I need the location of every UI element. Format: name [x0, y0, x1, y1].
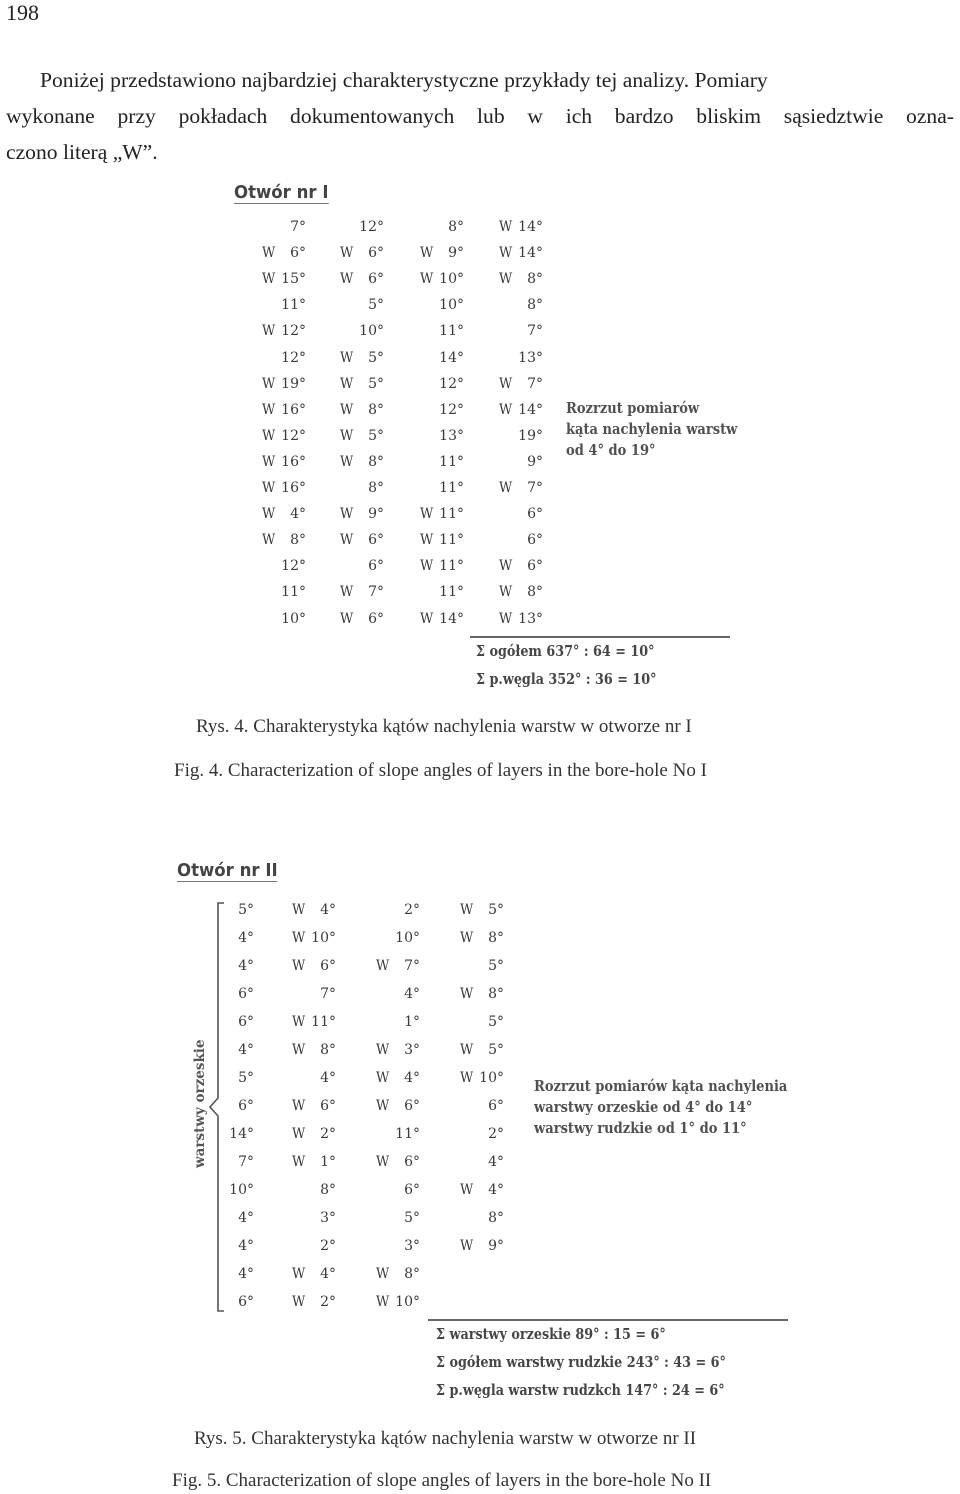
angle-value: 8° — [368, 401, 384, 418]
angle-value: 5° — [488, 902, 504, 918]
angle-value: 5° — [238, 902, 254, 918]
angle-value: 10° — [395, 1294, 420, 1310]
angle-value: 8° — [368, 453, 384, 470]
angle-value: 12° — [359, 219, 384, 235]
angle-value: 8° — [320, 1042, 336, 1058]
angle-value: 5° — [488, 1042, 504, 1058]
note-line: warstwy rudzkie od 1° do 11° — [534, 1120, 747, 1137]
angle-value: 9° — [368, 506, 384, 523]
layer-marker-w: W — [460, 930, 474, 946]
layer-marker-w: W — [420, 558, 434, 575]
figure-1-title: Otwór nr I — [234, 182, 329, 203]
angle-value: 11° — [439, 453, 464, 470]
angle-value: 8° — [527, 584, 543, 601]
angle-value: 6° — [290, 245, 306, 262]
sum-line: Σ ogółem warstwy rudzkie 243° : 43 = 6° — [436, 1354, 726, 1371]
angle-value: 4° — [488, 1154, 504, 1170]
angle-value: 8° — [404, 1266, 420, 1282]
layer-marker-w: W — [292, 1126, 306, 1142]
angle-value: 4° — [320, 1070, 336, 1086]
angle-value: 11° — [439, 506, 464, 523]
layer-marker-w: W — [292, 930, 306, 946]
layer-marker-w: W — [460, 1042, 474, 1058]
layer-marker-w: W — [499, 584, 513, 601]
angle-value: 8° — [320, 1182, 336, 1198]
angle-value: 6° — [368, 532, 384, 549]
angle-value: 4° — [238, 1266, 254, 1282]
angle-value: 6° — [404, 1098, 420, 1114]
angle-value: 6° — [238, 1294, 254, 1310]
layer-marker-w: W — [376, 1098, 390, 1114]
layer-marker-w: W — [262, 532, 276, 549]
angle-value: 4° — [238, 1238, 254, 1254]
angle-value: 6° — [527, 506, 543, 523]
angle-value: 2° — [404, 902, 420, 918]
angle-value: 6° — [238, 1014, 254, 1030]
angle-value: 12° — [281, 323, 306, 340]
note-line: warstwy orzeskie od 4° do 14° — [534, 1099, 753, 1116]
layer-marker-w: W — [292, 1266, 306, 1282]
angle-value: 6° — [404, 1182, 420, 1198]
angle-value: 4° — [488, 1182, 504, 1198]
angle-value: 10° — [395, 930, 420, 946]
angle-value: 19° — [281, 375, 306, 392]
layer-marker-w: W — [292, 1294, 306, 1310]
layer-marker-w: W — [420, 245, 434, 262]
layer-marker-w: W — [340, 245, 354, 262]
angle-value: 7° — [527, 375, 543, 392]
layer-marker-w: W — [499, 401, 513, 418]
angle-value: 3° — [320, 1210, 336, 1226]
angle-value: 6° — [320, 1098, 336, 1114]
layer-marker-w: W — [340, 375, 354, 392]
layer-marker-w: W — [340, 506, 354, 523]
layer-marker-w: W — [499, 219, 513, 235]
angle-value: 14° — [518, 401, 543, 418]
angle-value: 8° — [488, 930, 504, 946]
angle-value: 10° — [439, 297, 464, 314]
angle-value: 11° — [281, 297, 306, 314]
angle-value: 4° — [238, 1042, 254, 1058]
angle-value: 1° — [320, 1154, 336, 1170]
layer-marker-w: W — [460, 1182, 474, 1198]
layer-marker-w: W — [292, 958, 306, 974]
layer-marker-w: W — [460, 902, 474, 918]
layer-marker-w: W — [376, 1042, 390, 1058]
layer-marker-w: W — [460, 1238, 474, 1254]
angle-value: 10° — [311, 930, 336, 946]
layer-marker-w: W — [292, 902, 306, 918]
layer-marker-w: W — [376, 958, 390, 974]
angle-value: 2° — [320, 1294, 336, 1310]
angle-value: 8° — [488, 986, 504, 1002]
note-line: kąta nachylenia warstw — [566, 421, 738, 438]
angle-value: 8° — [527, 271, 543, 288]
angle-value: 8° — [368, 480, 384, 496]
sum-line: Σ ogółem 637° : 64 = 10° — [476, 643, 655, 660]
layer-marker-w: W — [499, 610, 513, 627]
layer-marker-w: W — [340, 584, 354, 601]
angle-value: 15° — [281, 271, 306, 288]
layer-marker-w: W — [420, 271, 434, 288]
figure-2-title: Otwór nr II — [177, 860, 278, 881]
sum-line: Σ warstwy orzeskie 89° : 15 = 6° — [436, 1326, 666, 1343]
angle-value: 3° — [404, 1238, 420, 1254]
angle-value: 6° — [368, 245, 384, 262]
layer-marker-w: W — [499, 480, 513, 496]
sum-line: Σ p.węgla 352° : 36 = 10° — [476, 671, 657, 688]
layer-marker-w: W — [420, 532, 434, 549]
angle-value: 5° — [238, 1070, 254, 1086]
figure-2-note — [534, 1076, 787, 1139]
page-number: 198 — [6, 0, 39, 25]
angle-value: 7° — [527, 480, 543, 496]
angle-value: 4° — [238, 930, 254, 946]
layer-marker-w: W — [340, 610, 354, 627]
angle-value: 6° — [368, 610, 384, 627]
layer-marker-w: W — [340, 349, 354, 366]
angle-value: 8° — [527, 297, 543, 314]
angle-value: 8° — [488, 1210, 504, 1226]
angle-value: 13° — [518, 610, 543, 627]
angle-value: 6° — [488, 1098, 504, 1114]
layer-marker-w: W — [292, 1014, 306, 1030]
figure-2-sums — [436, 1321, 726, 1405]
angle-value: 7° — [290, 219, 306, 235]
layer-marker-w: W — [340, 271, 354, 288]
angle-value: 10° — [479, 1070, 504, 1086]
angle-value: 10° — [439, 271, 464, 288]
figure-2-side-label: warstwy orzeskie — [192, 1039, 208, 1168]
intro-line: Poniżej przedstawiono najbardziej charakterystyczne przykłady tej analizy. Pomiary — [40, 68, 768, 92]
angle-value: 1° — [404, 1014, 420, 1030]
note-line: od 4° do 19° — [566, 442, 656, 459]
layer-marker-w: W — [292, 1154, 306, 1170]
angle-value: 11° — [439, 584, 464, 601]
layer-marker-w: W — [262, 506, 276, 523]
layer-marker-w: W — [262, 271, 276, 288]
layer-marker-w: W — [499, 271, 513, 288]
angle-value: 11° — [439, 558, 464, 575]
angle-value: 11° — [439, 480, 464, 496]
angle-value: 6° — [527, 558, 543, 575]
angle-value: 4° — [238, 1210, 254, 1226]
angle-value: 7° — [527, 323, 543, 340]
layer-marker-w: W — [340, 427, 354, 444]
layer-marker-w: W — [340, 401, 354, 418]
angle-value: 4° — [404, 986, 420, 1002]
angle-value: 6° — [238, 1098, 254, 1114]
angle-value: 19° — [518, 427, 543, 444]
layer-marker-w: W — [460, 1070, 474, 1086]
angle-value: 14° — [518, 245, 543, 262]
angle-value: 4° — [320, 902, 336, 918]
layer-marker-w: W — [499, 375, 513, 392]
angle-value: 16° — [281, 480, 306, 496]
angle-value: 7° — [238, 1154, 254, 1170]
layer-marker-w: W — [460, 986, 474, 1002]
angle-value: 5° — [368, 349, 384, 366]
angle-value: 16° — [281, 401, 306, 418]
angle-value: 5° — [488, 958, 504, 974]
angle-value: 6° — [368, 558, 384, 575]
angle-value: 3° — [404, 1042, 420, 1058]
figure-2-caption-en: Fig. 5. Characterization of slope angles of layers in the bore-hole No II — [172, 1470, 712, 1491]
layer-marker-w: W — [262, 401, 276, 418]
angle-value: 5° — [368, 297, 384, 314]
angle-value: 12° — [439, 401, 464, 418]
layer-marker-w: W — [340, 453, 354, 470]
layer-marker-w: W — [292, 1042, 306, 1058]
angle-value: 10° — [229, 1182, 254, 1198]
angle-value: 12° — [281, 349, 306, 366]
figure-2-caption-pl: Rys. 5. Charakterystyka kątów nachylenia warstw w otworze nr II — [194, 1428, 697, 1449]
angle-value: 10° — [281, 610, 306, 627]
layer-marker-w: W — [340, 532, 354, 549]
angle-value: 6° — [404, 1154, 420, 1170]
layer-marker-w: W — [499, 558, 513, 575]
layer-marker-w: W — [376, 1070, 390, 1086]
note-line: Rozrzut pomiarów kąta nachylenia — [534, 1078, 788, 1095]
angle-value: 5° — [368, 375, 384, 392]
layer-marker-w: W — [376, 1154, 390, 1170]
figure-1-caption-pl: Rys. 4. Charakterystyka kątów nachylenia warstw w otworze nr I — [196, 716, 692, 737]
angle-value: 6° — [238, 986, 254, 1002]
angle-value: 9° — [448, 245, 464, 262]
angle-value: 6° — [368, 271, 384, 288]
angle-value: 4° — [320, 1266, 336, 1282]
layer-marker-w: W — [262, 480, 276, 496]
layer-marker-w: W — [376, 1266, 390, 1282]
layer-marker-w: W — [376, 1294, 390, 1310]
angle-value: 12° — [439, 375, 464, 392]
angle-value: 8° — [448, 219, 464, 235]
angle-value: 4° — [290, 506, 306, 523]
layer-marker-w: W — [420, 506, 434, 523]
angle-value: 7° — [320, 986, 336, 1002]
angle-value: 14° — [439, 610, 464, 627]
intro-line: wykonane przy pokładach dokumentowanych lub w ich bardzo bliskim sąsiedztwie ozna- — [6, 104, 954, 128]
layer-marker-w: W — [292, 1098, 306, 1114]
layer-marker-w: W — [499, 245, 513, 262]
angle-value: 11° — [439, 323, 464, 340]
figure-1-caption-en: Fig. 4. Characterization of slope angles of layers in the bore-hole No I — [174, 760, 707, 781]
angle-value: 6° — [320, 958, 336, 974]
angle-value: 9° — [488, 1238, 504, 1254]
note-line: Rozrzut pomiarów — [566, 400, 700, 417]
angle-value: 2° — [320, 1126, 336, 1142]
angle-value: 13° — [518, 349, 543, 366]
angle-value: 6° — [527, 532, 543, 549]
angle-value: 4° — [238, 958, 254, 974]
angle-value: 9° — [527, 453, 543, 470]
angle-value: 11° — [439, 532, 464, 549]
angle-value: 7° — [368, 584, 384, 601]
angle-value: 11° — [311, 1014, 336, 1030]
angle-value: 14° — [518, 219, 543, 235]
angle-value: 2° — [320, 1238, 336, 1254]
layer-marker-w: W — [262, 323, 276, 340]
angle-value: 5° — [404, 1210, 420, 1226]
layer-marker-w: W — [262, 427, 276, 444]
angle-value: 5° — [488, 1014, 504, 1030]
angle-value: 12° — [281, 558, 306, 575]
angle-value: 10° — [359, 323, 384, 340]
angle-value: 12° — [281, 427, 306, 444]
layer-marker-w: W — [262, 375, 276, 392]
angle-value: 7° — [404, 958, 420, 974]
angle-value: 11° — [395, 1126, 420, 1142]
angle-value: 16° — [281, 453, 306, 470]
angle-value: 14° — [439, 349, 464, 366]
angle-value: 4° — [404, 1070, 420, 1086]
layer-marker-w: W — [262, 245, 276, 262]
angle-value: 14° — [229, 1126, 254, 1142]
angle-value: 13° — [439, 427, 464, 444]
layer-marker-w: W — [262, 453, 276, 470]
sum-line: Σ p.węgla warstw rudzkch 147° : 24 = 6° — [436, 1382, 725, 1399]
layer-marker-w: W — [420, 610, 434, 627]
angle-value: 2° — [488, 1126, 504, 1142]
angle-value: 5° — [368, 427, 384, 444]
angle-value: 8° — [290, 532, 306, 549]
angle-value: 11° — [281, 584, 306, 601]
intro-line: czono literą „W”. — [6, 140, 158, 164]
